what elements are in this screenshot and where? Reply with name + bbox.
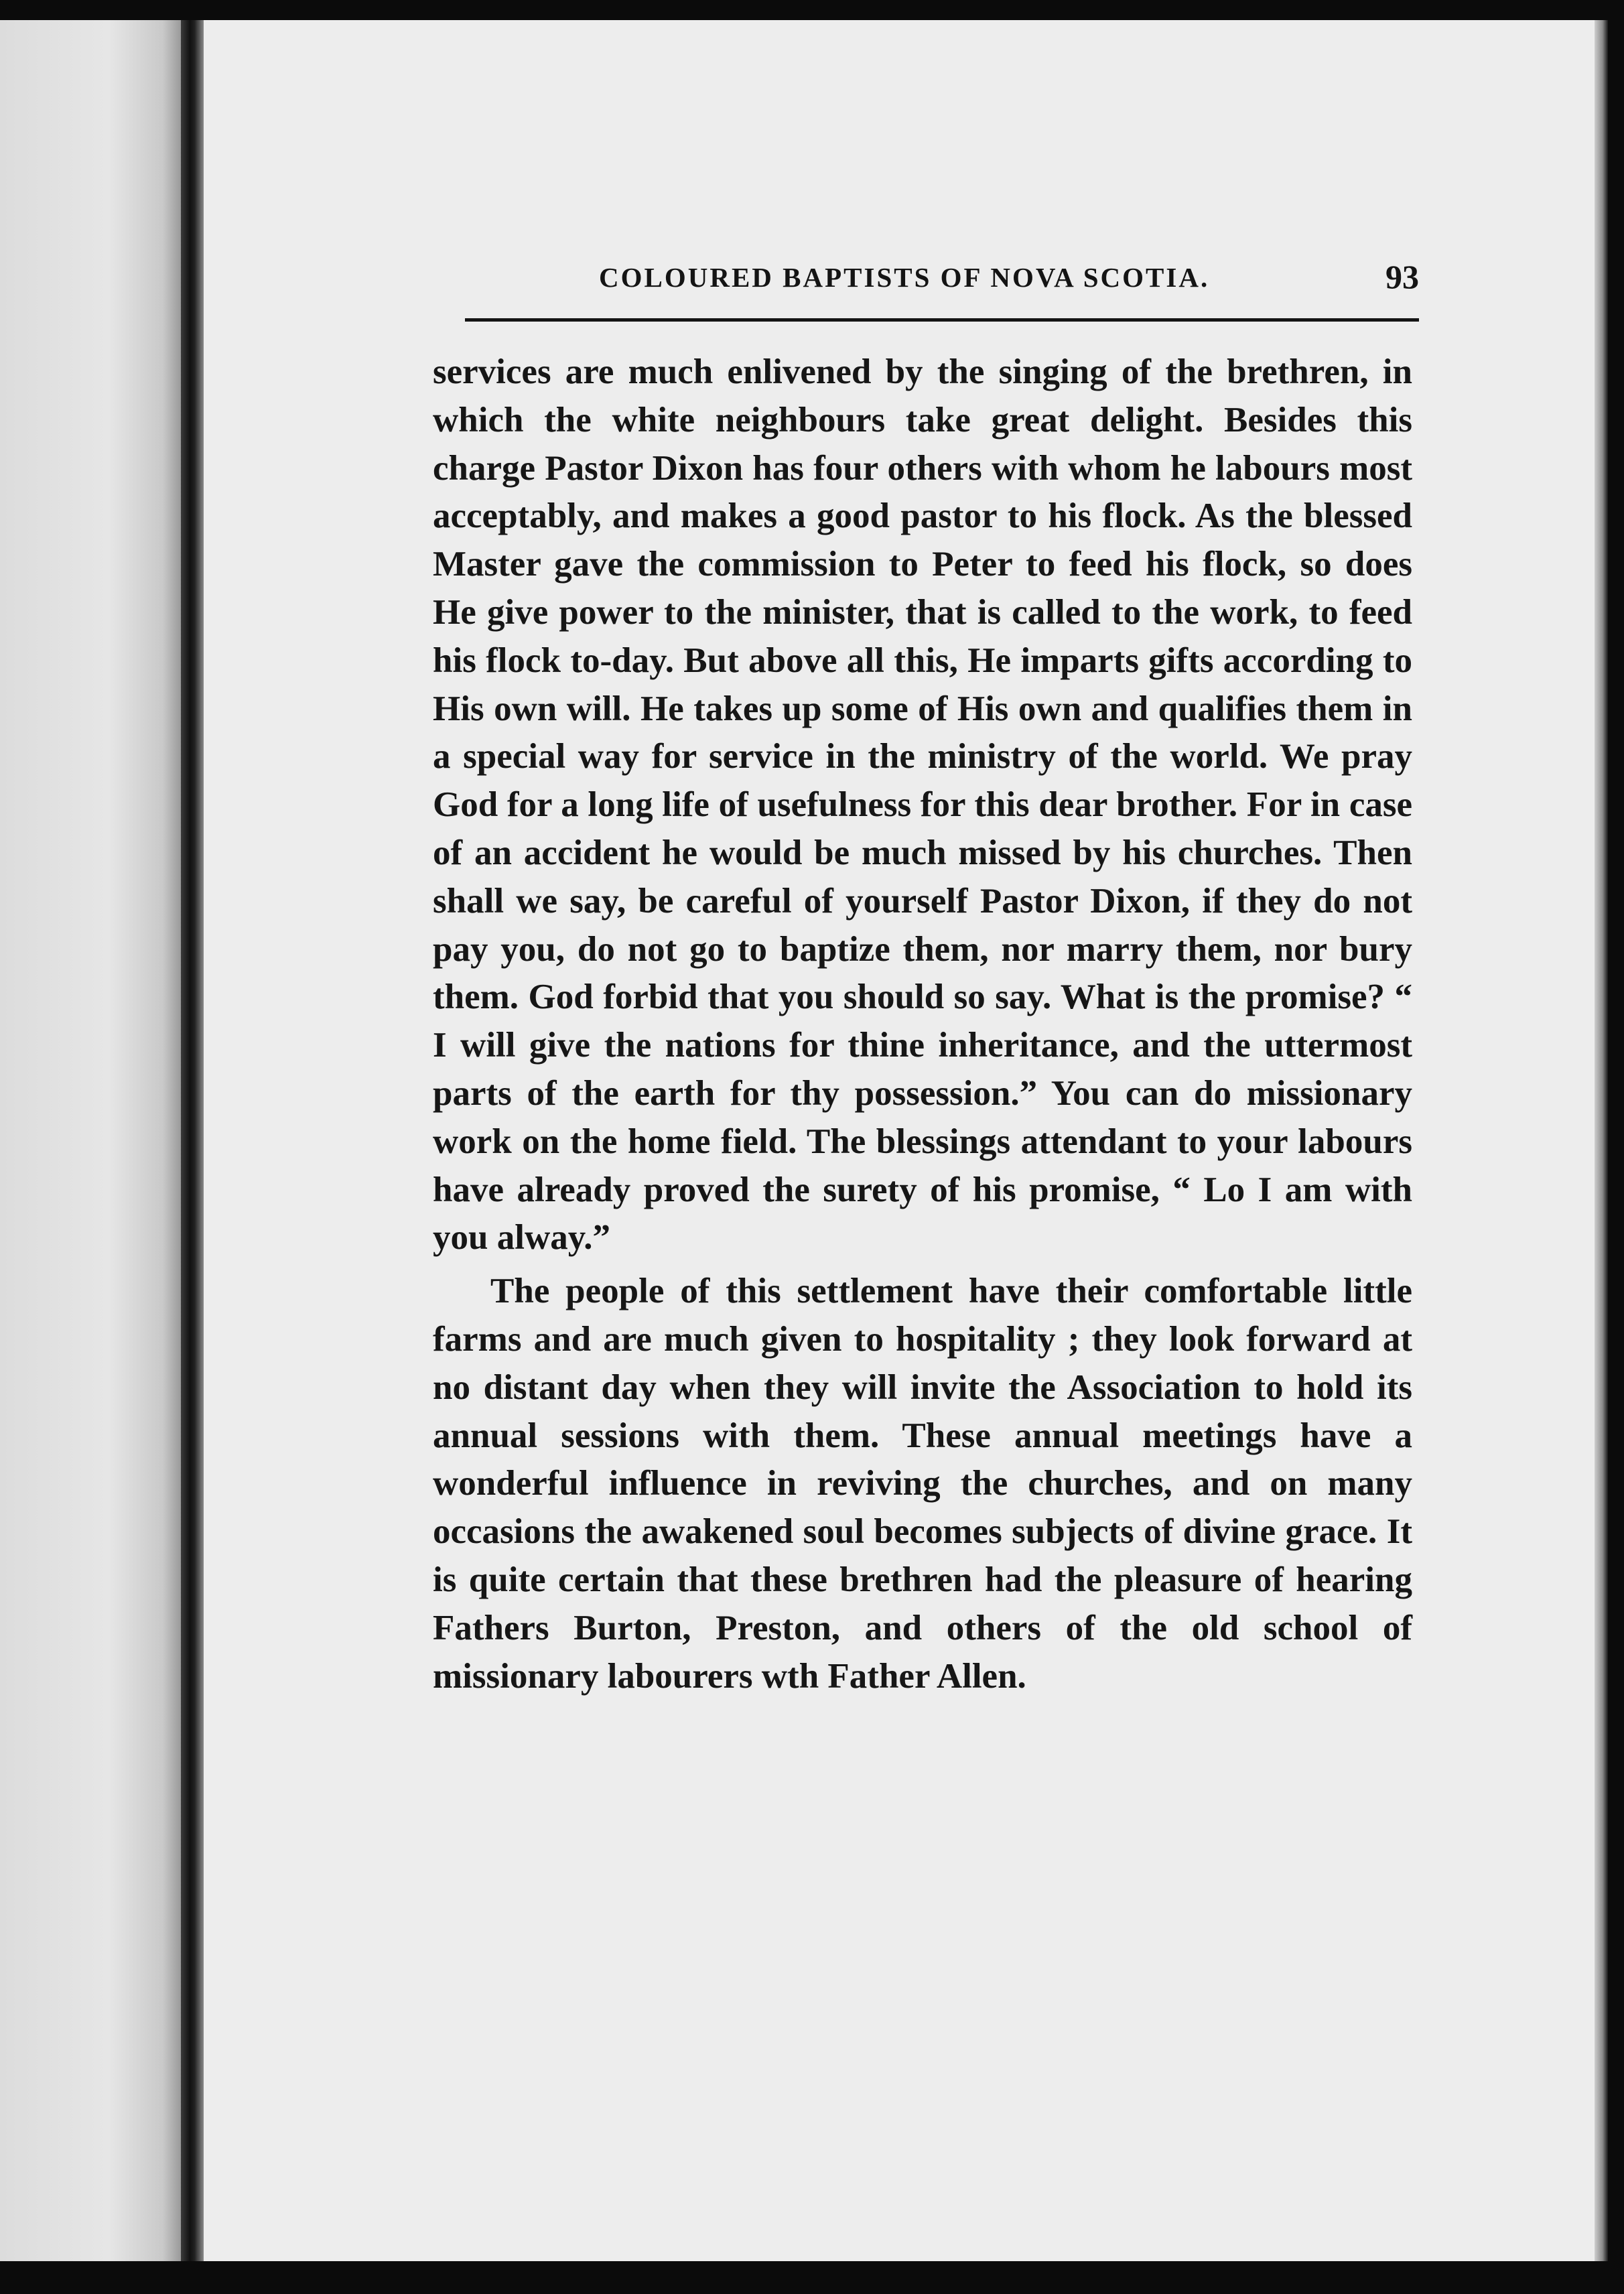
running-head — [465, 257, 1419, 304]
page-edge-shadow — [1595, 20, 1608, 2261]
facing-page-edge — [0, 20, 181, 2261]
body-text — [433, 348, 1412, 1700]
paragraph-2: The people of this settlement have their comfortable little farms and are much given to hospitality ; they look forward at no distant day when they will invite the Association to hold its annual sessions with them. These annual meetings have a wonderful influence in reviving the churches, and on many occasions the awakened soul becomes subjects of divine grace. It is quite certain that these brethren had the pleasure of hearing Fathers Burton, Preston, and others of the old school of missionary labourers wth Father Allen. — [433, 1272, 1412, 1696]
paragraph-1: services are much enlivened by the singing of the brethren, in which the white neighbours take great delight. Besides this charge Pastor Dixon has four others with whom he labours most acceptably, and makes a good pastor to his flock. As the blessed Master gave the commission to Peter to feed his flock, so does He give power to the minister, that is called to the work, to feed his flock to-day. But above all this, He imparts gifts according to His own will. He takes up some of His own and qualifies them in a special way for service in the ministry of the world. We pray God for a long life of usefulness for this dear brother. For in case of an accident he would be much missed by his churches. Then shall we say, be careful of yourself Pastor Dixon, if they do not pay you, do not go to baptize them, nor marry them, nor bury them. God forbid that you should so say. What is the promise? “ I will give the nations for thine inheritance, and the uttermost parts of the earth for thy possession.” You can do missionary work on the home field. The blessings attendant to your labours have already proved the surety of his promise, “ Lo I am with you alway.” — [433, 352, 1412, 1258]
running-head-title: COLOURED BAPTISTS OF NOVA SCOTIA. — [599, 262, 1210, 293]
page-number: 93 — [1385, 258, 1419, 295]
header-rule — [465, 318, 1419, 322]
book-gutter — [181, 20, 204, 2261]
